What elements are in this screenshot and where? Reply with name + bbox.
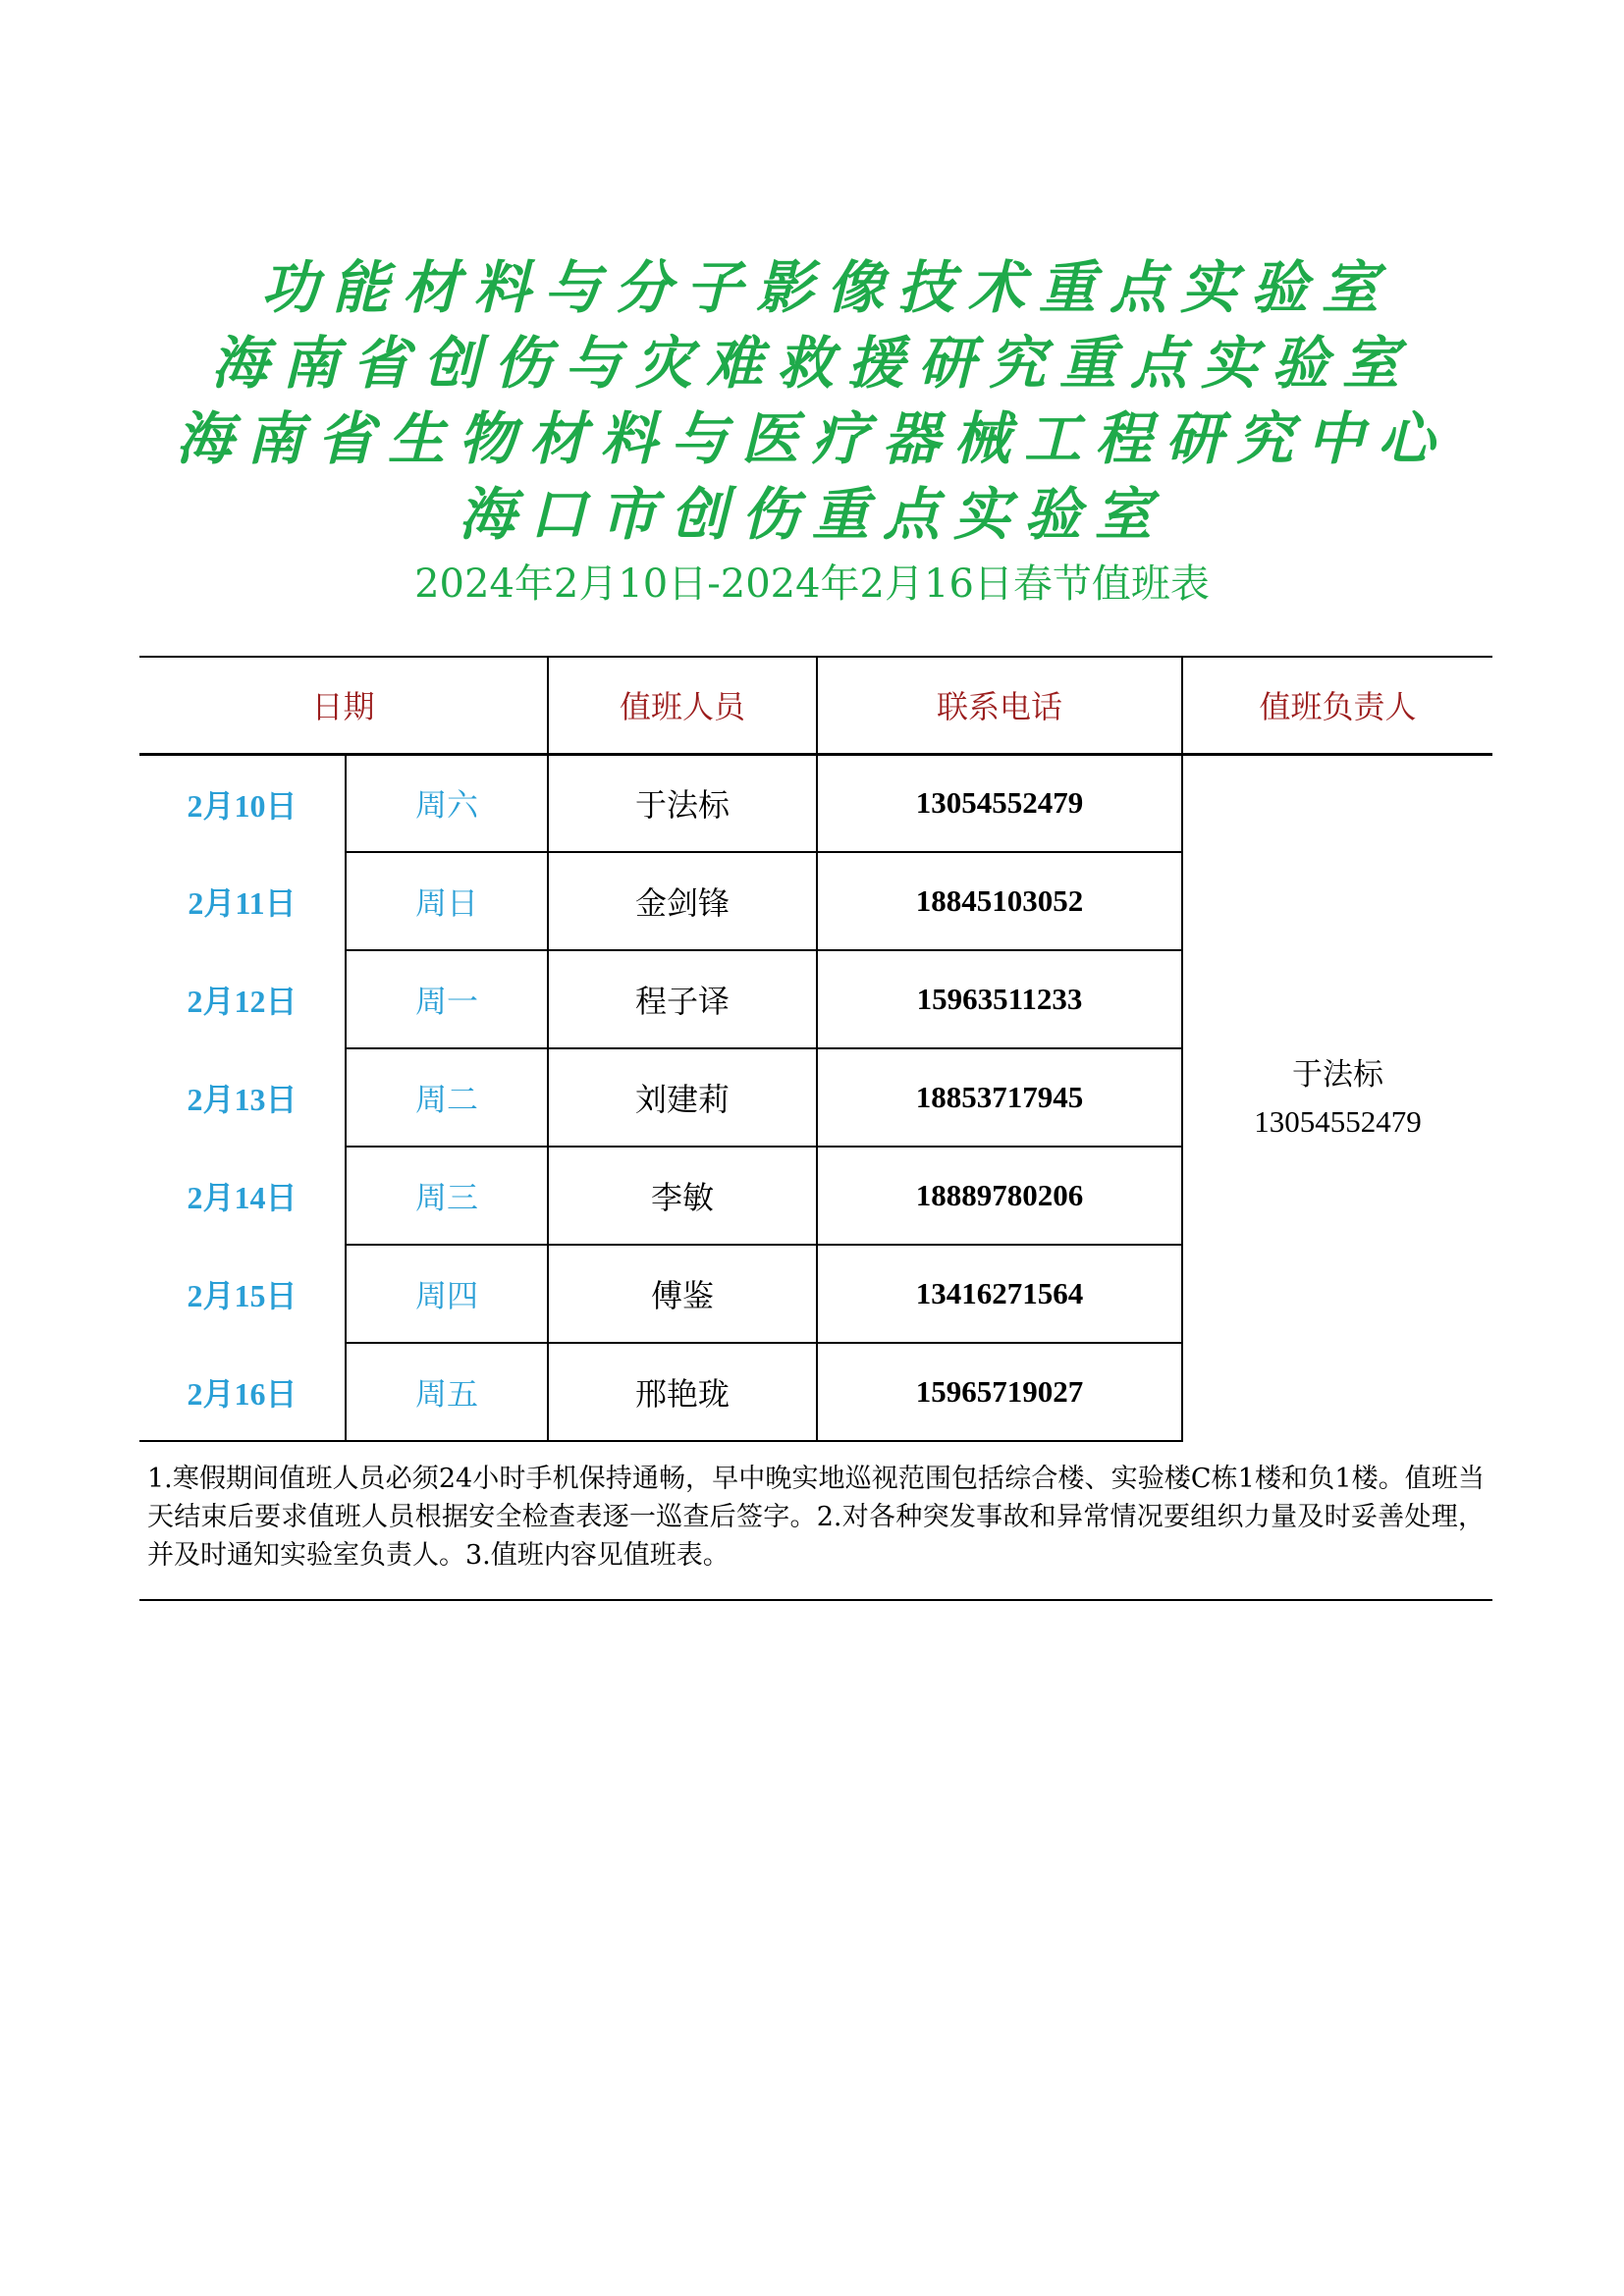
header-manager: 值班负责人 — [1182, 657, 1492, 754]
weekday-cell: 周一 — [346, 950, 548, 1048]
weekday-cell: 周五 — [346, 1343, 548, 1441]
weekday-cell: 周六 — [346, 754, 548, 852]
date-cell: 2月15日 — [187, 1278, 298, 1313]
date-cell: 2月13日 — [187, 1082, 298, 1117]
manager-phone: 13054552479 — [1254, 1103, 1422, 1139]
staff-name-cell: 金剑锋 — [548, 852, 817, 950]
staff-name-cell: 邢艳珑 — [548, 1343, 817, 1441]
duty-schedule-table — [139, 656, 1492, 1442]
date-cell: 2月16日 — [139, 1343, 346, 1441]
title-line-4: 海口市创伤重点实验室 — [458, 481, 1165, 548]
phone-cell: 18853717945 — [817, 1048, 1182, 1147]
phone-cell: 15965719027 — [817, 1343, 1182, 1441]
weekday-cell: 周四 — [346, 1245, 548, 1343]
staff-name-cell: 李敏 — [548, 1147, 817, 1245]
weekday-cell: 周三 — [346, 1147, 548, 1245]
phone-cell: 18845103052 — [817, 852, 1182, 950]
title-line-1: 功能材料与分子影像技术重点实验室 — [260, 254, 1392, 321]
header-date: 日期 — [139, 657, 548, 754]
staff-name-cell: 于法标 — [548, 754, 817, 852]
staff-name-cell: 程子译 — [548, 950, 817, 1048]
notes-section — [139, 1442, 1492, 1601]
title-line-2: 海南省创伤与灾难救援研究重点实验室 — [210, 330, 1413, 397]
staff-name-cell: 傅鉴 — [548, 1245, 817, 1343]
phone-cell: 13416271564 — [817, 1245, 1182, 1343]
phone-cell: 13054552479 — [817, 754, 1182, 852]
date-cell: 2月10日 — [187, 787, 298, 824]
table-header-row — [139, 657, 1492, 754]
title-line-3: 海南省生物材料与医疗器械工程研究中心 — [175, 405, 1448, 472]
header-phone: 联系电话 — [817, 657, 1182, 754]
date-cell: 2月11日 — [188, 885, 297, 921]
weekday-cell: 周二 — [346, 1048, 548, 1147]
weekday-cell: 周日 — [346, 852, 548, 950]
table-row — [139, 754, 1492, 852]
schedule-subtitle: 2024年2月10日-2024年2月16日春节值班表 — [414, 561, 1210, 607]
notes-text: 1.寒假期间值班人员必须24小时手机保持通畅，早中晚实地巡视范围包括综合楼、实验楼C栋1楼和负1楼。值班当天结束后要求值班人员根据安全检查表逐一巡查后签字。2.对各种突发事故和异常情况要组织力量及时妥善处理，并及时通知实验室负责人。3.值班内容见值班表。 — [147, 1464, 1485, 1571]
date-cell: 2月12日 — [187, 984, 298, 1019]
staff-name-cell: 刘建莉 — [548, 1048, 817, 1147]
header-staff: 值班人员 — [548, 657, 817, 754]
phone-cell: 18889780206 — [817, 1147, 1182, 1245]
manager-cell — [1182, 754, 1492, 1441]
manager-name: 于法标 — [1292, 1056, 1384, 1093]
date-cell: 2月14日 — [187, 1180, 298, 1215]
phone-cell: 15963511233 — [817, 950, 1182, 1048]
